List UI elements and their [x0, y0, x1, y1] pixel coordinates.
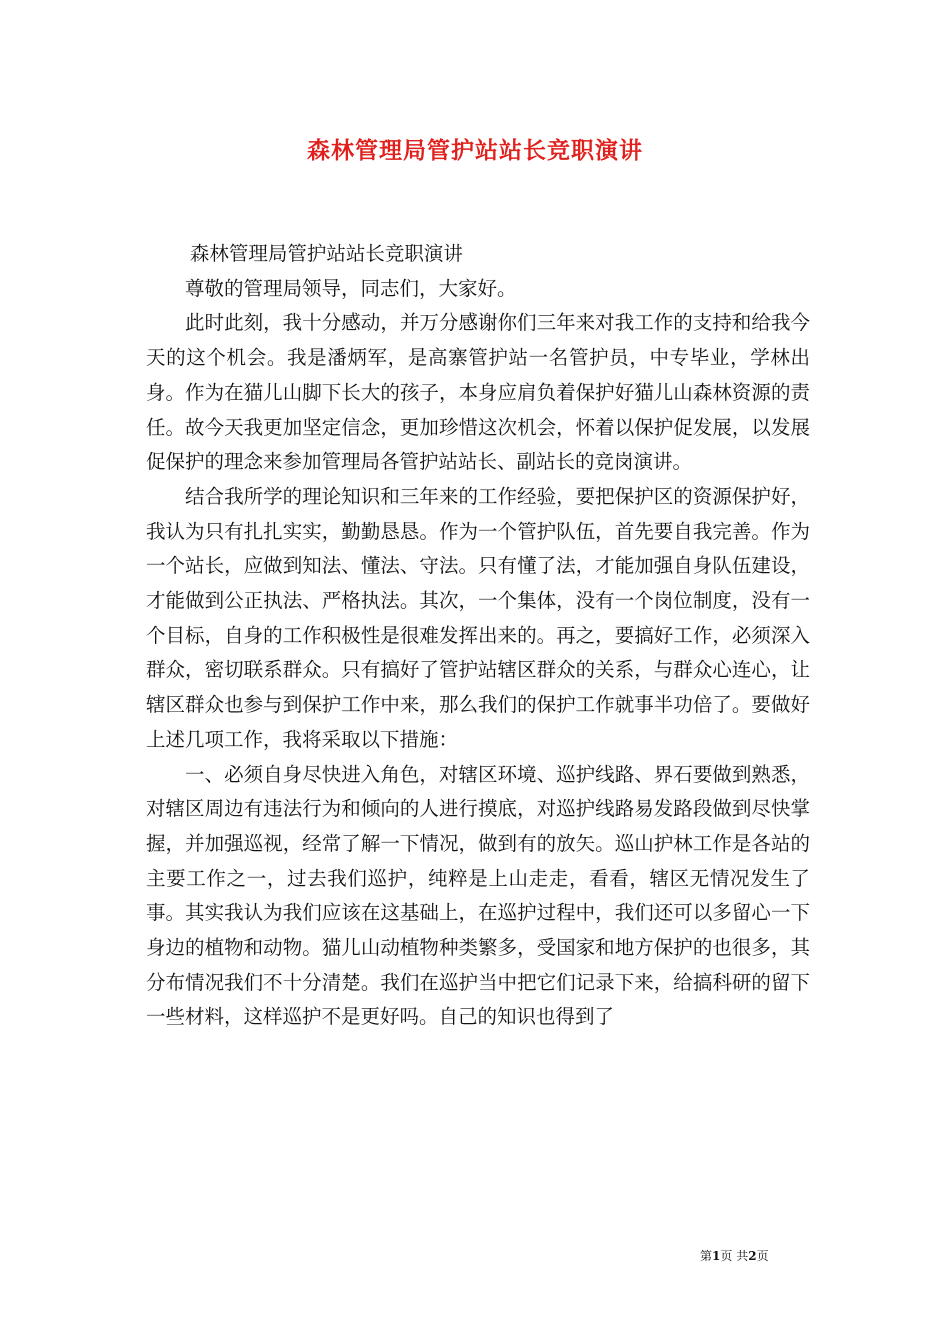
page-number-footer — [700, 1247, 769, 1264]
footer-middle: 页 共 — [720, 1249, 749, 1263]
footer-total-pages: 2 — [748, 1249, 757, 1263]
approach-paragraph: 结合我所学的理论知识和三年来的工作经验，要把保护区的资源保护好，我认为只有扎扎实实，勤勤恳恳。作为一个管护队伍，首先要自我完善。作为一个站长，应做到知法、懂法、守法。只有懂了法，才能加强自身队伍建设，才能做到公正执法、严格执法。其次，一个集体，没有一个岗位制度，没有一个目标，自身的工作积极性是很难发挥出来的。再之，要搞好工作，必须深入群众，密切联系群众。只有搞好了管护站辖区群众的关系，与群众心连心，让辖区群众也参与到保护工作中来，那么我们的保护工作就事半功倍了。要做好上述几项工作，我将采取以下措施： — [146, 484, 810, 751]
footer-prefix: 第 — [700, 1249, 713, 1263]
document-body — [146, 237, 810, 1035]
intro-paragraph: 此时此刻，我十分感动，并万分感谢你们三年来对我工作的支持和给我今天的这个机会。我是潘炳军，是高寨管护站一名管护员，中专毕业，学林出身。作为在猫儿山脚下长大的孩子，本身应肩负着保护好猫儿山森林资源的责任。故今天我更加坚定信念，更加珍惜这次机会，怀着以保护促发展，以发展促保护的理念来参加管理局各管护站站长、副站长的竞岗演讲。 — [146, 311, 810, 474]
greeting-paragraph: 尊敬的管理局领导，同志们，大家好。 — [185, 276, 517, 300]
document-title: 森林管理局管护站站长竞职演讲 — [307, 137, 643, 164]
body-subtitle: 森林管理局管护站站长竞职演讲 — [189, 242, 463, 265]
footer-suffix: 页 — [756, 1249, 769, 1263]
measure-one-paragraph: 一、必须自身尽快进入角色，对辖区环境、巡护线路、界石要做到熟悉，对辖区周边有违法行为和倾向的人进行摸底，对巡护线路易发路段做到尽快掌握，并加强巡视，经常了解一下情况，做到有的放矢。巡山护林工作是各站的主要工作之一，过去我们巡护，纯粹是上山走走，看看，辖区无情况发生了事。其实我认为我们应该在这基础上，在巡护过程中，我们还可以多留心一下身边的植物和动物。猫儿山动植物种类繁多，受国家和地方保护的也很多，其分布情况我们不十分清楚。我们在巡护当中把它们记录下来，给搞科研的留下一些材料，这样巡护不是更好吗。自己的知识也得到了 — [146, 762, 810, 1029]
footer-current-page: 1 — [712, 1249, 721, 1263]
